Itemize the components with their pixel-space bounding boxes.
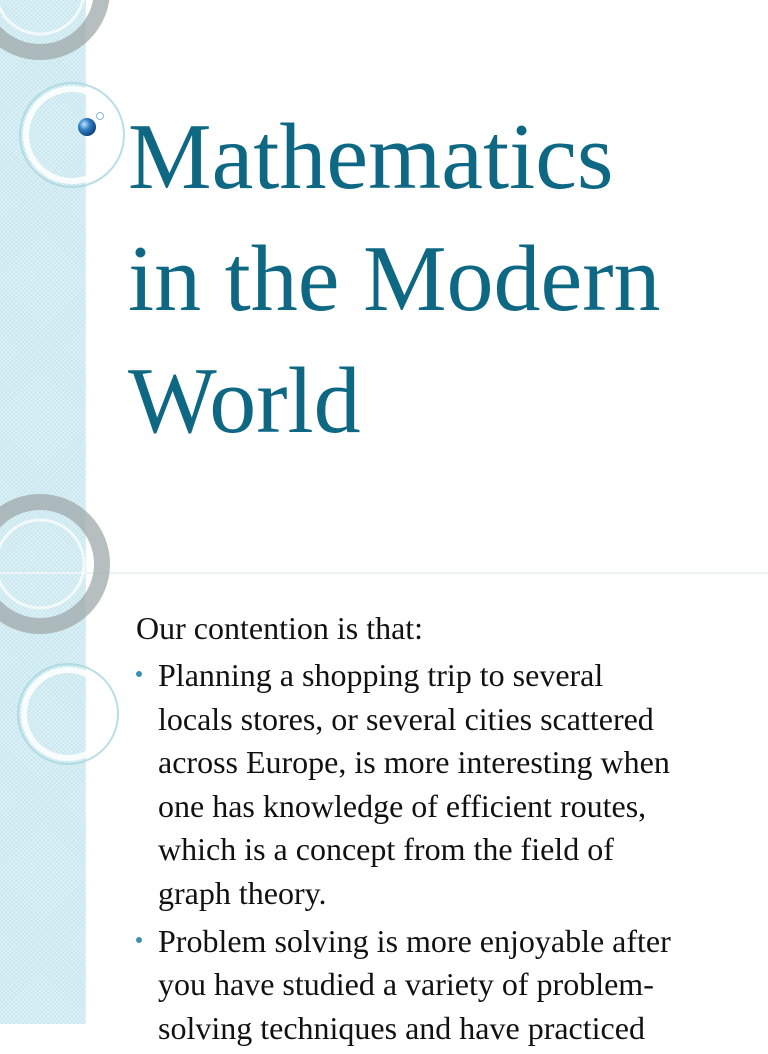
bullet-line: across Europe, is more interesting when <box>158 744 670 781</box>
bullet-line: which is a concept from the field of <box>158 831 614 868</box>
accent-orb-icon <box>0 0 120 150</box>
bullet-list <box>136 654 756 1054</box>
bullet-item <box>136 654 756 916</box>
slide-title <box>128 96 748 462</box>
title-line-3: World <box>128 349 361 453</box>
title-line-1: Mathematics <box>128 105 614 209</box>
bullet-line: Planning a shopping trip to several <box>158 657 604 693</box>
bullet-line: Problem solving is more enjoyable after <box>158 922 671 959</box>
title-line-2: in the Modern <box>128 227 661 331</box>
bullet-line: solving techniques and have practiced <box>158 1009 645 1046</box>
bullet-line: locals stores, or several cities scattered <box>158 700 654 737</box>
lead-text: Our contention is that: <box>136 610 424 646</box>
bullet-item <box>136 920 756 1051</box>
bullet-line: you have studied a variety of problem- <box>158 966 654 1003</box>
bullet-dot-icon <box>136 671 142 677</box>
bullet-line: graph theory. <box>158 874 327 911</box>
bullet-line: one has knowledge of efficient routes, <box>158 787 647 824</box>
content-slide <box>0 574 768 1046</box>
bullet-dot-icon <box>136 937 142 943</box>
